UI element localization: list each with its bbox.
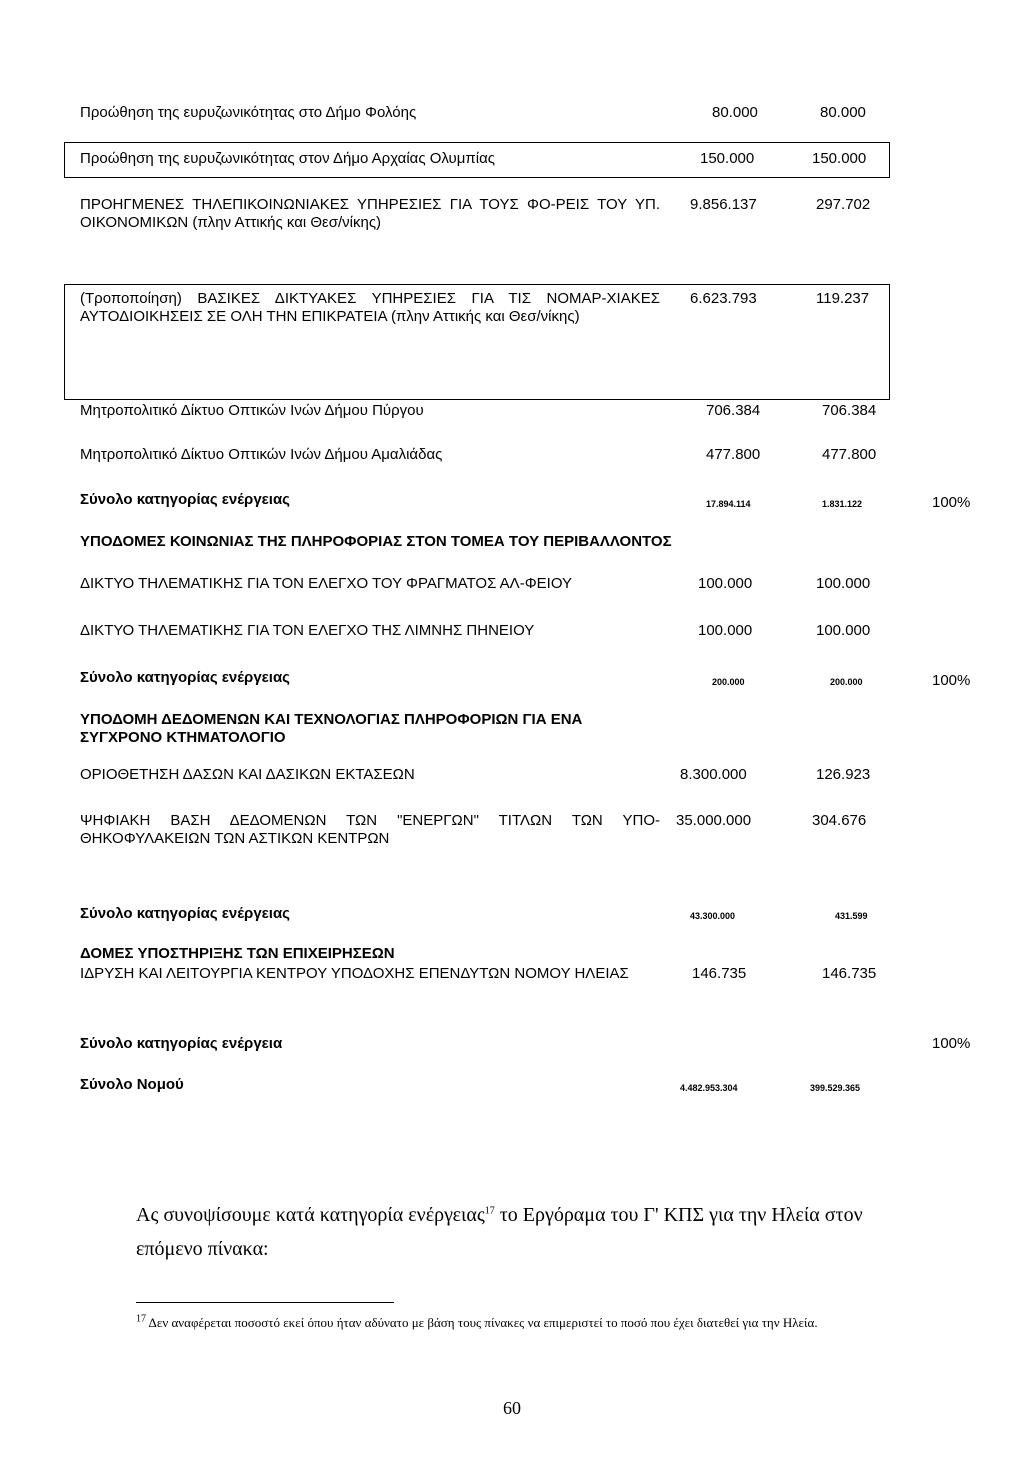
row-value-2: 126.923 xyxy=(816,766,871,783)
row-desc: ΔΙΚΤΥΟ ΤΗΛΕΜΑΤΙΚΗΣ ΓΙΑ ΤΟΝ ΕΛΕΓΧΟ ΤΟΥ ΦΡΑΓΜΑΤΟΣ ΑΛ-ΦΕΙΟΥ xyxy=(80,575,573,592)
category-total-label: Σύνολο κατηγορίας ενέργειας xyxy=(80,905,290,922)
paragraph-text: Ας συνοψίσουμε κατά κατηγορία ενέργειας xyxy=(136,1204,485,1226)
category-total-percent: 100% xyxy=(932,494,971,511)
category-heading: ΥΠΟΔΟΜΗ ΔΕΔΟΜΕΝΩΝ ΚΑΙ ΤΕΧΝΟΛΟΓΙΑΣ ΠΛΗΡΟΦΟΡΙΩΝ ΓΙΑ ΕΝΑ ΣΥΓΧΡΟΝΟ ΚΤΗΜΑΤΟΛΟΓΙΟ xyxy=(80,711,583,746)
row-value-2: 80.000 xyxy=(820,104,866,121)
row-value-1: 6.623.793 xyxy=(690,290,757,307)
category-total-label: Σύνολο κατηγορίας ενέργειας xyxy=(80,491,290,508)
footnote-reference: 17 xyxy=(484,1205,495,1217)
row-value-1: 146.735 xyxy=(692,965,747,982)
paragraph-text: το Εργόραμα του Γ' ΚΠΣ για την Ηλεία στον επόμενο πίνακα: xyxy=(136,1204,863,1260)
row-value-1: 100.000 xyxy=(698,575,753,592)
category-heading: ΥΠΟΔΟΜΕΣ ΚΟΙΝΩΝΙΑΣ ΤΗΣ ΠΛΗΡΟΦΟΡΙΑΣ ΣΤΟΝ ΤΟΜΕΑ ΤΟΥ ΠΕΡΙΒΑΛΛΟΝΤΟΣ xyxy=(80,533,672,550)
row-value-1: 35.000.000 xyxy=(676,812,752,829)
row-desc: ΔΙΚΤΥΟ ΤΗΛΕΜΑΤΙΚΗΣ ΓΙΑ ΤΟΝ ΕΛΕΓΧΟ ΤΗΣ ΛΙΜΝΗΣ ΠΗΝΕΙΟΥ xyxy=(80,622,535,639)
prefecture-total-value-1: 4.482.953.304 xyxy=(680,1083,738,1093)
box-border-right xyxy=(889,284,890,400)
row-value-2: 100.000 xyxy=(816,622,871,639)
row-value-2: 304.676 xyxy=(812,812,867,829)
box-border-bottom xyxy=(64,399,890,400)
row-value-1: 80.000 xyxy=(712,104,758,121)
category-total-percent: 100% xyxy=(932,672,971,689)
row-value-2: 119.237 xyxy=(816,290,870,307)
category-total-value-2: 200.000 xyxy=(830,677,863,687)
row-desc: Προώθηση της ευρυζωνικότητας στον Δήμο Αρχαίας Ολυμπίας xyxy=(80,150,495,167)
footnote-text: Δεν αναφέρεται ποσοστό εκεί όπου ήταν αδύνατο με βάση τους πίνακες να επιμεριστεί το ποσό που έχει διατεθεί για την Ηλεία. xyxy=(146,1315,818,1330)
box-border-left xyxy=(64,142,65,178)
row-value-1: 8.300.000 xyxy=(680,766,747,783)
row-desc: Προώθηση της ευρυζωνικότητας στο Δήμο Φολόης xyxy=(80,104,417,121)
category-total-value-2: 431.599 xyxy=(835,911,868,921)
page-number: 60 xyxy=(503,1398,521,1418)
row-desc: Μητροπολιτικό Δίκτυο Οπτικών Ινών Δήμου Αμαλιάδας xyxy=(80,446,443,463)
footnote xyxy=(136,1312,896,1334)
box-border-top xyxy=(64,284,890,285)
summary-paragraph xyxy=(136,1198,896,1266)
prefecture-total-value-2: 399.529.365 xyxy=(810,1083,861,1093)
category-total-label: Σύνολο κατηγορίας ενέργεια xyxy=(80,1035,283,1052)
row-value-2: 706.384 xyxy=(822,402,877,419)
row-value-1: 150.000 xyxy=(700,150,755,167)
row-value-2: 100.000 xyxy=(816,575,871,592)
row-value-1: 100.000 xyxy=(698,622,753,639)
category-total-label: Σύνολο κατηγορίας ενέργειας xyxy=(80,669,290,686)
row-value-1: 706.384 xyxy=(706,402,761,419)
row-desc: Μητροπολιτικό Δίκτυο Οπτικών Ινών Δήμου Πύργου xyxy=(80,402,424,419)
row-desc: ΨΗΦΙΑΚΗ ΒΑΣΗ ΔΕΔΟΜΕΝΩΝ ΤΩΝ "ΕΝΕΡΓΩΝ" ΤΙΤΛΩΝ ΤΩΝ ΥΠΟ-ΘΗΚΟΦΥΛΑΚΕΙΩΝ ΤΩΝ ΑΣΤΙΚΩΝ ΚΕΝΤΡΩΝ xyxy=(80,812,660,847)
prefecture-total-label: Σύνολο Νομού xyxy=(80,1076,184,1093)
row-value-2: 146.735 xyxy=(822,965,877,982)
category-total-value-1: 200.000 xyxy=(712,677,745,687)
row-desc: ΙΔΡΥΣΗ ΚΑΙ ΛΕΙΤΟΥΡΓΙΑ ΚΕΝΤΡΟΥ ΥΠΟΔΟΧΗΣ ΕΠΕΝΔΥΤΩΝ ΝΟΜΟΥ ΗΛΕΙΑΣ xyxy=(80,965,629,982)
box-border-top xyxy=(64,142,890,143)
category-total-value-2: 1.831.122 xyxy=(822,499,863,509)
box-border-left xyxy=(64,284,65,400)
row-value-2: 297.702 xyxy=(816,196,871,213)
box-border-bottom xyxy=(64,177,890,178)
category-total-value-1: 43.300.000 xyxy=(690,911,736,921)
row-desc: (Τροποποίηση) ΒΑΣΙΚΕΣ ΔΙΚΤΥΑΚΕΣ ΥΠΗΡΕΣΙΕΣ ΓΙΑ ΤΙΣ ΝΟΜΑΡ-ΧΙΑΚΕΣ ΑΥΤΟΔΙΟΙΚΗΣΕΙΣ ΣΕ ΟΛΗ ΤΗΝ ΕΠΙΚΡΑΤΕΙΑ (πλην Αττικής και Θεσ/νίκης) xyxy=(80,290,660,325)
box-border-right xyxy=(889,142,890,178)
row-value-2: 477.800 xyxy=(822,446,877,463)
row-desc: ΟΡΙΟΘΕΤΗΣΗ ΔΑΣΩΝ ΚΑΙ ΔΑΣΙΚΩΝ ΕΚΤΑΣΕΩΝ xyxy=(80,766,415,783)
row-value-2: 150.000 xyxy=(812,150,867,167)
row-value-1: 9.856.137 xyxy=(690,196,757,213)
category-heading: ΔΟΜΕΣ ΥΠΟΣΤΗΡΙΞΗΣ ΤΩΝ ΕΠΙΧΕΙΡΗΣΕΩΝ xyxy=(80,945,395,962)
footnote-number: 17 xyxy=(136,1313,146,1325)
footnote-rule xyxy=(136,1302,394,1303)
category-total-value-1: 17.894.114 xyxy=(706,499,751,509)
row-desc: ΠΡΟΗΓΜΕΝΕΣ ΤΗΛΕΠΙΚΟΙΝΩΝΙΑΚΕΣ ΥΠΗΡΕΣΙΕΣ ΓΙΑ ΤΟΥΣ ΦΟ-ΡΕΙΣ ΤΟΥ ΥΠ. ΟΙΚΟΝΟΜΙΚΩΝ (πλην Αττικής και Θεσ/νίκης) xyxy=(80,196,660,231)
category-total-percent: 100% xyxy=(932,1035,971,1052)
row-value-1: 477.800 xyxy=(706,446,761,463)
